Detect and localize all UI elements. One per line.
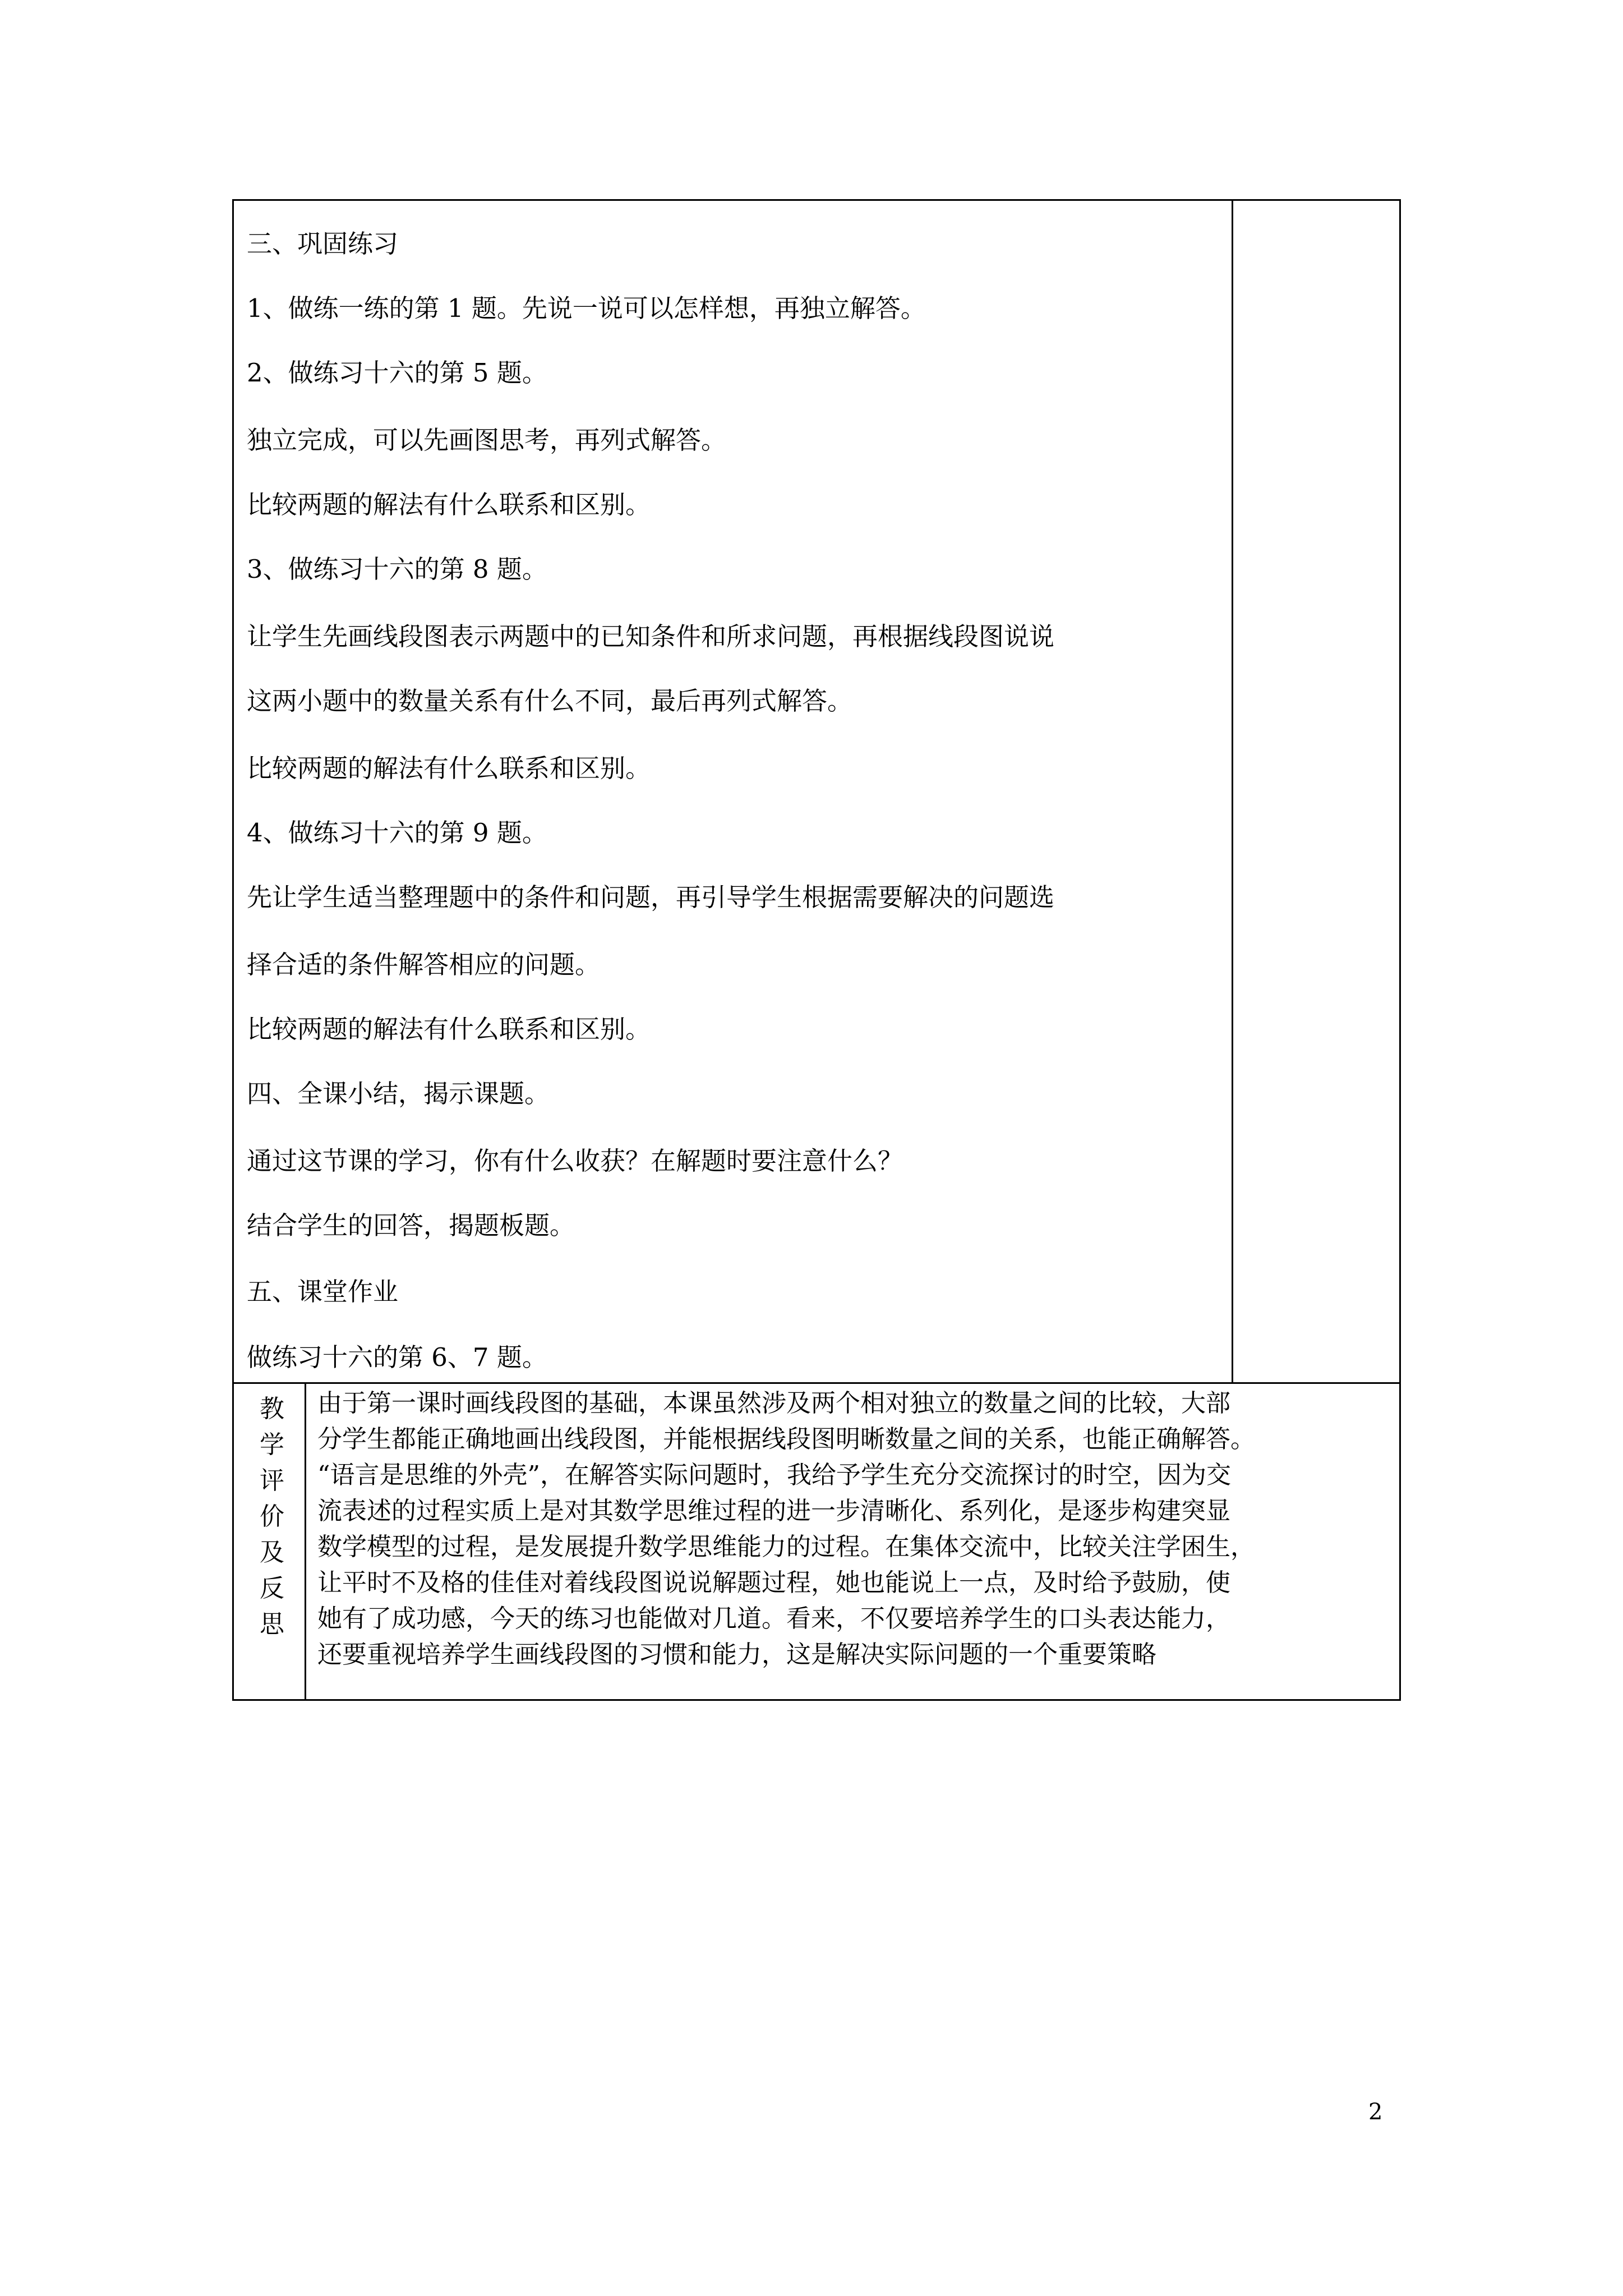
lesson-line: 择合适的条件解答相应的问题。 [247, 950, 601, 979]
reflection-line: 数学模型的过程，是发展提升数学思维能力的过程。在集体交流中，比较关注学困生， [317, 1533, 1255, 1561]
lesson-line: 比较两题的解法有什么联系和区别。 [247, 753, 651, 783]
evaluation-label-char: 反 [260, 1574, 284, 1603]
reflection-line: “语言是思维的外壳”，在解答实际问题时，我给予学生充分交流探讨的时空，因为交 [317, 1461, 1231, 1489]
lesson-line: 做练习十六的第 6、7 题。 [247, 1342, 547, 1372]
lesson-line: 四、全课小结，揭示课题。 [247, 1079, 550, 1108]
lesson-line: 三、巩固练习 [247, 229, 399, 259]
evaluation-label-char: 及 [260, 1538, 284, 1567]
evaluation-label-char: 评 [260, 1466, 284, 1495]
evaluation-label-char: 学 [260, 1430, 284, 1459]
reflection-line: 她有了成功感，今天的练习也能做对几道。看来，不仅要培养学生的口头表达能力， [317, 1604, 1230, 1633]
evaluation-label-char: 教 [260, 1395, 284, 1423]
lesson-line: 通过这节课的学习，你有什么收获？在解题时要注意什么？ [247, 1146, 903, 1176]
lesson-table-column-divider [1232, 199, 1233, 1384]
lesson-line: 独立完成，可以先画图思考，再列式解答。 [247, 425, 727, 455]
reflection-line: 让平时不及格的佳佳对着线段图说说解题过程，她也能说上一点，及时给予鼓励，使 [317, 1568, 1230, 1597]
reflection-line: 由于第一课时画线段图的基础，本课虽然涉及两个相对独立的数量之间的比较，大部 [317, 1389, 1230, 1418]
reflection-line: 分学生都能正确地画出线段图，并能根据线段图明晰数量之间的关系，也能正确解答。 [317, 1425, 1255, 1453]
evaluation-reflection [317, 1386, 1389, 1673]
lesson-line: 3、做练习十六的第 8 题。 [247, 554, 547, 584]
evaluation-table-column-divider [305, 1382, 306, 1701]
evaluation-label-char: 价 [260, 1502, 284, 1531]
lesson-line: 这两小题中的数量关系有什么不同，最后再列式解答。 [247, 686, 853, 716]
evaluation-label [247, 1391, 297, 1642]
lesson-content [247, 199, 1223, 1384]
lesson-line: 2、做练习十六的第 5 题。 [247, 358, 547, 388]
lesson-line: 4、做练习十六的第 9 题。 [247, 818, 547, 848]
lesson-line: 结合学生的回答，揭题板题。 [247, 1211, 575, 1240]
reflection-line: 还要重视培养学生画线段图的习惯和能力，这是解决实际问题的一个重要策略 [317, 1640, 1156, 1669]
lesson-line: 先让学生适当整理题中的条件和问题，再引导学生根据需要解决的问题选 [247, 882, 1055, 912]
reflection-line: 流表述的过程实质上是对其数学思维过程的进一步清晰化、系列化，是逐步构建突显 [317, 1497, 1230, 1525]
lesson-line: 比较两题的解法有什么联系和区别。 [247, 490, 651, 519]
lesson-line: 五、课堂作业 [247, 1277, 399, 1306]
lesson-line: 比较两题的解法有什么联系和区别。 [247, 1014, 651, 1044]
lesson-line: 让学生先画线段图表示两题中的已知条件和所求问题，再根据线段图说说 [247, 622, 1055, 651]
evaluation-label-char: 思 [260, 1610, 284, 1639]
lesson-line: 1、做练一练的第 1 题。先说一说可以怎样想，再独立解答。 [247, 293, 926, 323]
page-number: 2 [1368, 2099, 1383, 2125]
